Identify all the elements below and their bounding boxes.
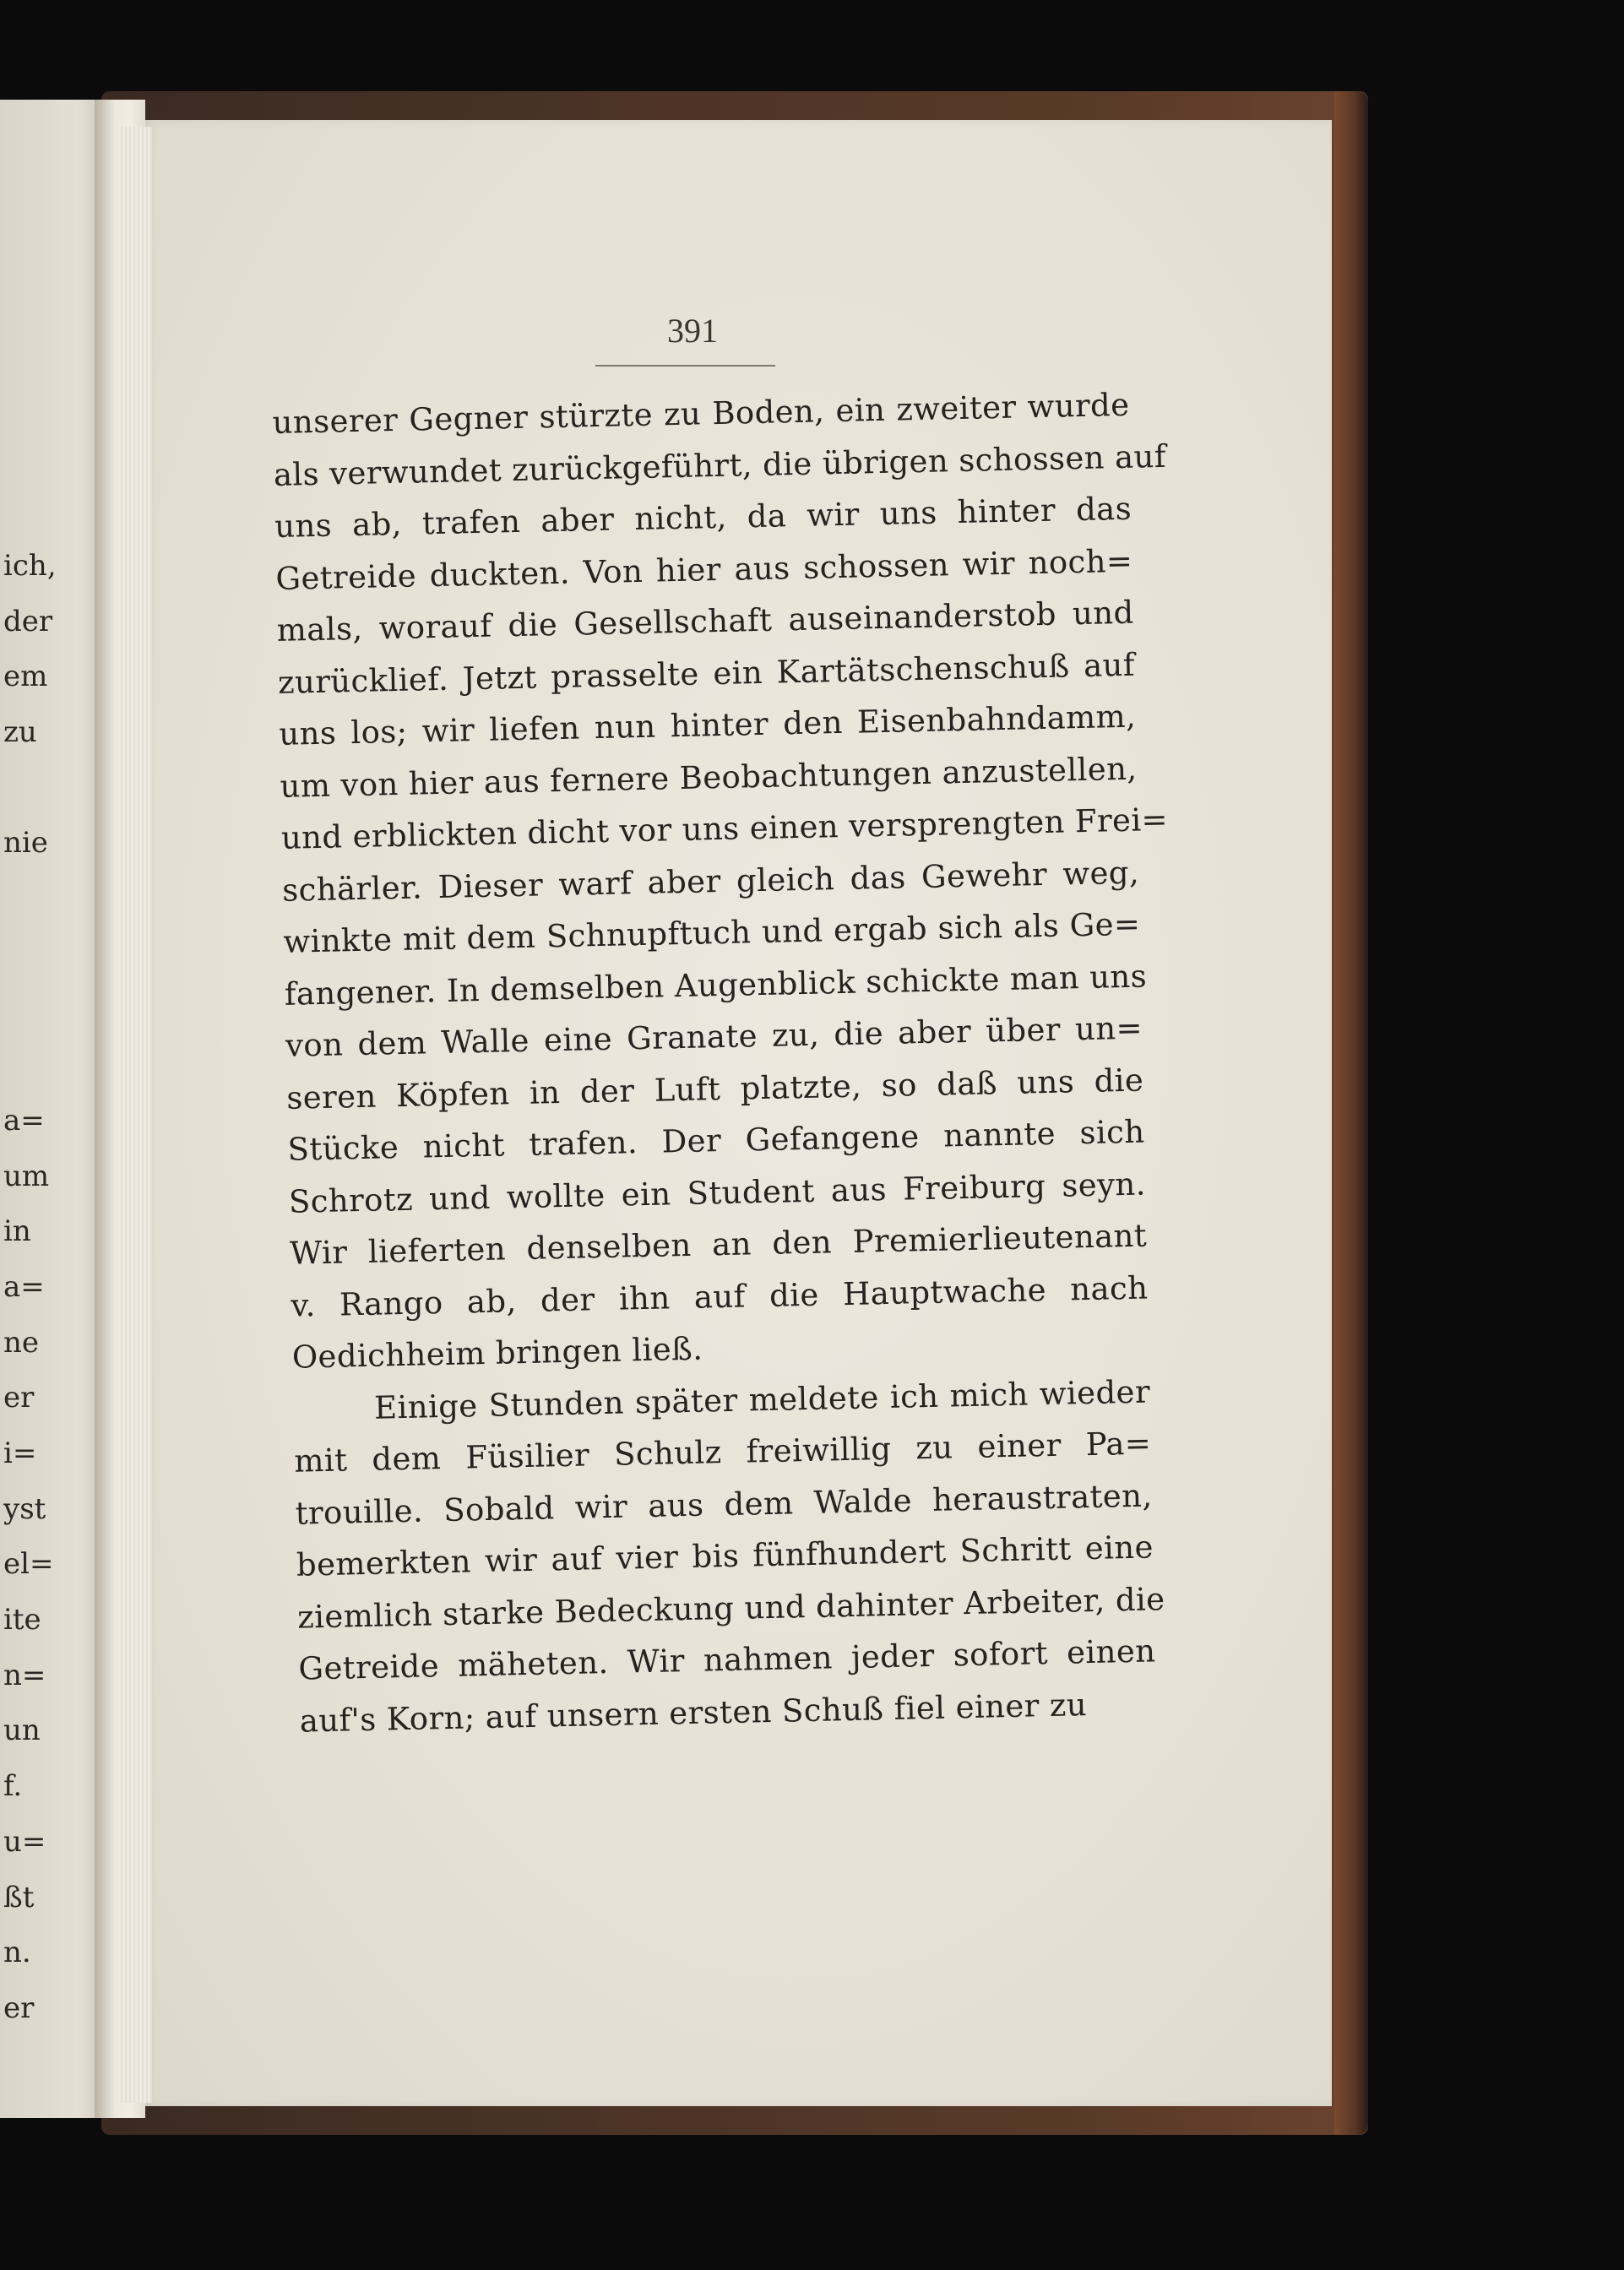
- previous-page-line-fragment: er: [3, 1381, 35, 1415]
- previous-page-line-fragment: f.: [3, 1769, 23, 1804]
- previous-page-line-fragment: yst: [3, 1491, 46, 1526]
- previous-page-line-fragment: er: [3, 1990, 35, 2025]
- book-cover-edge: [1334, 91, 1368, 2135]
- text-line: Einige Stunden später meldete ich mich wieder: [373, 1372, 1151, 1426]
- previous-page-line-fragment: [3, 872, 34, 927]
- previous-page-line-fragment: ite: [3, 1603, 41, 1637]
- text-line: von dem Walle eine Granate zu, die aber über un=: [285, 1009, 1143, 1064]
- text-line: winkte mit dem Schnupftuch und ergab sich als Ge=: [283, 905, 1141, 960]
- page-edges: [118, 127, 152, 2103]
- text-line: als verwundet zurückgeführt, die übrigen schossen auf: [273, 437, 1167, 493]
- text-line: mit dem Füsilier Schulz freiwillig zu einer Pa=: [293, 1425, 1152, 1480]
- text-line: trouille. Sobald wir aus dem Walde heraustraten,: [295, 1476, 1153, 1532]
- text-line: Getreide mäheten. Wir nahmen jeder sofort einen: [298, 1632, 1156, 1687]
- previous-page-line-fragment: zu: [3, 715, 37, 750]
- previous-page-line-fragment: ne: [3, 1325, 40, 1360]
- previous-page-line-fragment: nie: [3, 826, 48, 861]
- text-line: Wir lieferten denselben an den Premierlieutenant: [289, 1217, 1148, 1272]
- previous-page-line-fragment: u=: [3, 1824, 46, 1859]
- text-line: mals, worauf die Gesellschaft auseinanderstob und: [276, 594, 1135, 649]
- text-line: seren Köpfen in der Luft platzte, so daß uns die: [285, 1062, 1144, 1116]
- previous-page-line-fragment: in: [3, 1214, 31, 1249]
- previous-page-line-fragment: [3, 927, 34, 983]
- text-line: Stücke nicht trafen. Der Gefangene nannte sich: [287, 1113, 1145, 1168]
- text-line: ziemlich starke Bedeckung und dahinter Arbeiter, die: [296, 1580, 1165, 1636]
- text-line: und erblickten dicht vor uns einen versprengten Frei=: [280, 801, 1169, 856]
- text-line: auf's Korn; auf unsern ersten Schuß fiel einer zu: [299, 1686, 1088, 1740]
- previous-page-line-fragment: ich,: [3, 549, 57, 583]
- previous-page-line-fragment: [3, 1038, 34, 1094]
- text-line: Oedichheim bringen ließ.: [291, 1330, 703, 1376]
- page-number-rule: [595, 365, 775, 367]
- text-line: schärler. Dieser warf aber gleich das Gewehr weg,: [281, 854, 1140, 909]
- previous-page-line-fragment: ßt: [3, 1880, 35, 1914]
- text-line: Getreide duckten. Von hier aus schossen wir noch=: [275, 542, 1133, 597]
- previous-page-line-fragment: em: [3, 660, 48, 694]
- text-line: uns ab, trafen aber nicht, da wir uns hinter das: [274, 490, 1132, 545]
- page-number: 391: [667, 312, 718, 350]
- text-line: unserer Gegner stürzte zu Boden, ein zweiter wurde: [272, 386, 1130, 441]
- text-line: Schrotz und wollte ein Student aus Freiburg seyn.: [288, 1165, 1147, 1220]
- previous-page-line-fragment: a=: [3, 1269, 45, 1304]
- previous-page-line-fragment: [3, 983, 34, 1039]
- text-line: bemerkten wir auf vier bis fünfhundert Schritt eine: [296, 1529, 1154, 1583]
- previous-page-line-fragment: n.: [3, 1936, 31, 1970]
- previous-page-line-fragment: [3, 761, 34, 817]
- text-line: fangener. In demselben Augenblick schickte man uns: [284, 957, 1148, 1013]
- text-line: um von hier aus fernere Beobachtungen anzustellen,: [280, 750, 1138, 805]
- previous-page-line-fragment: der: [3, 604, 53, 638]
- previous-page-text-fragments: [3, 539, 57, 2037]
- text-line: zurücklief. Jetzt prasselte ein Kartätschenschuß auf: [277, 646, 1136, 701]
- text-line: uns los; wir liefen nun hinter den Eisenbahndamm,: [278, 698, 1137, 752]
- previous-page-line-fragment: el=: [3, 1547, 54, 1582]
- previous-page-line-fragment: um: [3, 1159, 50, 1193]
- previous-page-line-fragment: a=: [3, 1103, 45, 1138]
- previous-page-line-fragment: n=: [3, 1658, 46, 1692]
- previous-page-line-fragment: un: [3, 1713, 41, 1748]
- body-text: [272, 379, 1169, 1747]
- text-line: v. Rango ab, der ihn auf die Hauptwache nach: [291, 1269, 1149, 1324]
- previous-page-line-fragment: i=: [3, 1436, 37, 1470]
